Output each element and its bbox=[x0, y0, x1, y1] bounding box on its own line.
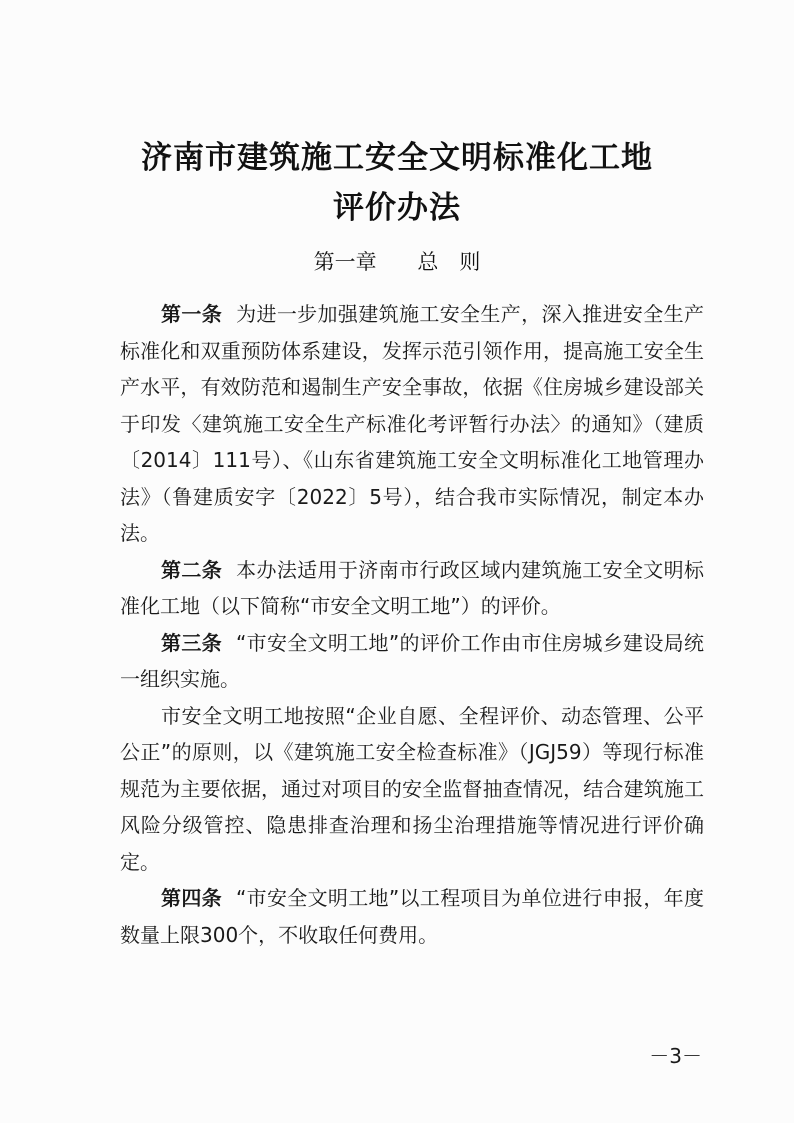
chapter-title: 总 则 bbox=[417, 250, 481, 274]
paragraph-article-3 bbox=[120, 625, 704, 698]
article-label: 第二条 bbox=[161, 557, 223, 582]
paragraph-article-4 bbox=[120, 880, 704, 953]
document-body bbox=[120, 296, 704, 953]
article-label: 第一条 bbox=[161, 302, 223, 326]
chapter-heading bbox=[0, 246, 794, 276]
paragraph-article-1 bbox=[120, 296, 704, 552]
article-label: 第三条 bbox=[161, 630, 222, 655]
article-label: 第四条 bbox=[161, 886, 222, 910]
paragraph-text: 市安全文明工地按照“企业自愿、全程评价、动态管理、公平公正”的原则，以《建筑施工安全检查标准》（JGJ59）等现行标准规范为主要依据，通过对项目的安全监督抽查情况，结合建筑施工风险分级管控、隐患排查治理和扬尘治理措施等情况进行评价确定。 bbox=[120, 703, 704, 874]
document-title-line-1: 济南市建筑施工安全文明标准化工地 bbox=[141, 140, 653, 176]
paragraph-principles bbox=[120, 698, 704, 881]
paragraph-article-2 bbox=[120, 552, 704, 625]
page-number: －3－ bbox=[649, 1044, 702, 1068]
paragraph-text: 为进一步加强建筑施工安全生产，深入推进安全生产标准化和双重预防体系建设，发挥示范引领作用，提高施工安全生产水平，有效防范和遏制生产安全事故，依据《住房城乡建设部关于印发〈建筑施工安全生产标准化考评暂行办法〉的通知》（建质〔2014〕111号）、《山东省建筑施工安全文明标准化工地管理办法》（鲁建质安字〔2022〕5号），结合我市实际情况，制定本办法。 bbox=[120, 302, 705, 545]
document-title-line-2: 评价办法 bbox=[333, 190, 461, 226]
chapter-label: 第一章 bbox=[313, 250, 377, 274]
paragraph-text: “市安全文明工地”以工程项目为单位进行申报，年度数量上限300个，不收取任何费用。 bbox=[120, 886, 705, 947]
paragraph-text: 本办法适用于济南市行政区域内建筑施工安全文明标准化工地（以下简称“市安全文明工地”）的评价。 bbox=[120, 557, 705, 618]
paragraph-text: “市安全文明工地”的评价工作由市住房城乡建设局统一组织实施。 bbox=[120, 630, 705, 691]
